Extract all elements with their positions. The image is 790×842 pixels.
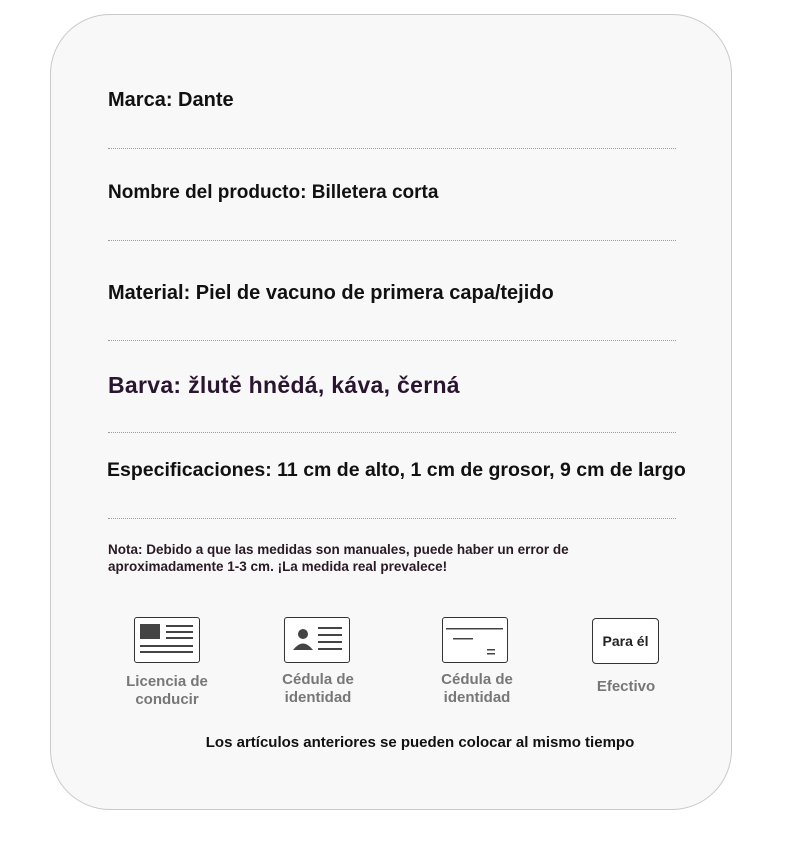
cash-icon xyxy=(592,618,659,664)
slot-caption-license: Licencia de conducir xyxy=(126,673,208,708)
slot-caption-card: Cédula de identidad xyxy=(441,671,513,706)
slot-caption-cash: Efectivo xyxy=(596,678,656,695)
footer-note: Los artículos anteriores se pueden colocar al mismo tiempo xyxy=(205,734,635,751)
brand-line: Marca: Dante xyxy=(108,89,234,111)
color-line: Barva: žlutě hnědá, káva, černá xyxy=(108,372,460,398)
divider xyxy=(108,432,676,433)
specifications-line: Especificaciones: 11 cm de alto, 1 cm de grosor, 9 cm de largo xyxy=(107,459,686,481)
divider xyxy=(108,240,676,241)
divider xyxy=(108,148,676,149)
product-name-line: Nombre del producto: Billetera corta xyxy=(108,182,439,203)
bank-card-icon xyxy=(442,617,508,663)
cash-icon-label: Para él xyxy=(602,633,649,649)
id-card-icon xyxy=(284,617,350,663)
slot-caption-id: Cédula de identidad xyxy=(282,671,354,706)
material-line: Material: Piel de vacuno de primera capa/tejido xyxy=(108,282,554,304)
measurement-note: Nota: Debido a que las medidas son manuales, puede haber un error de aproximadamente 1-3 cm. ¡La medida real prevalece! xyxy=(108,542,569,574)
drivers-license-icon xyxy=(134,617,200,663)
divider xyxy=(108,518,676,519)
divider xyxy=(108,340,676,341)
